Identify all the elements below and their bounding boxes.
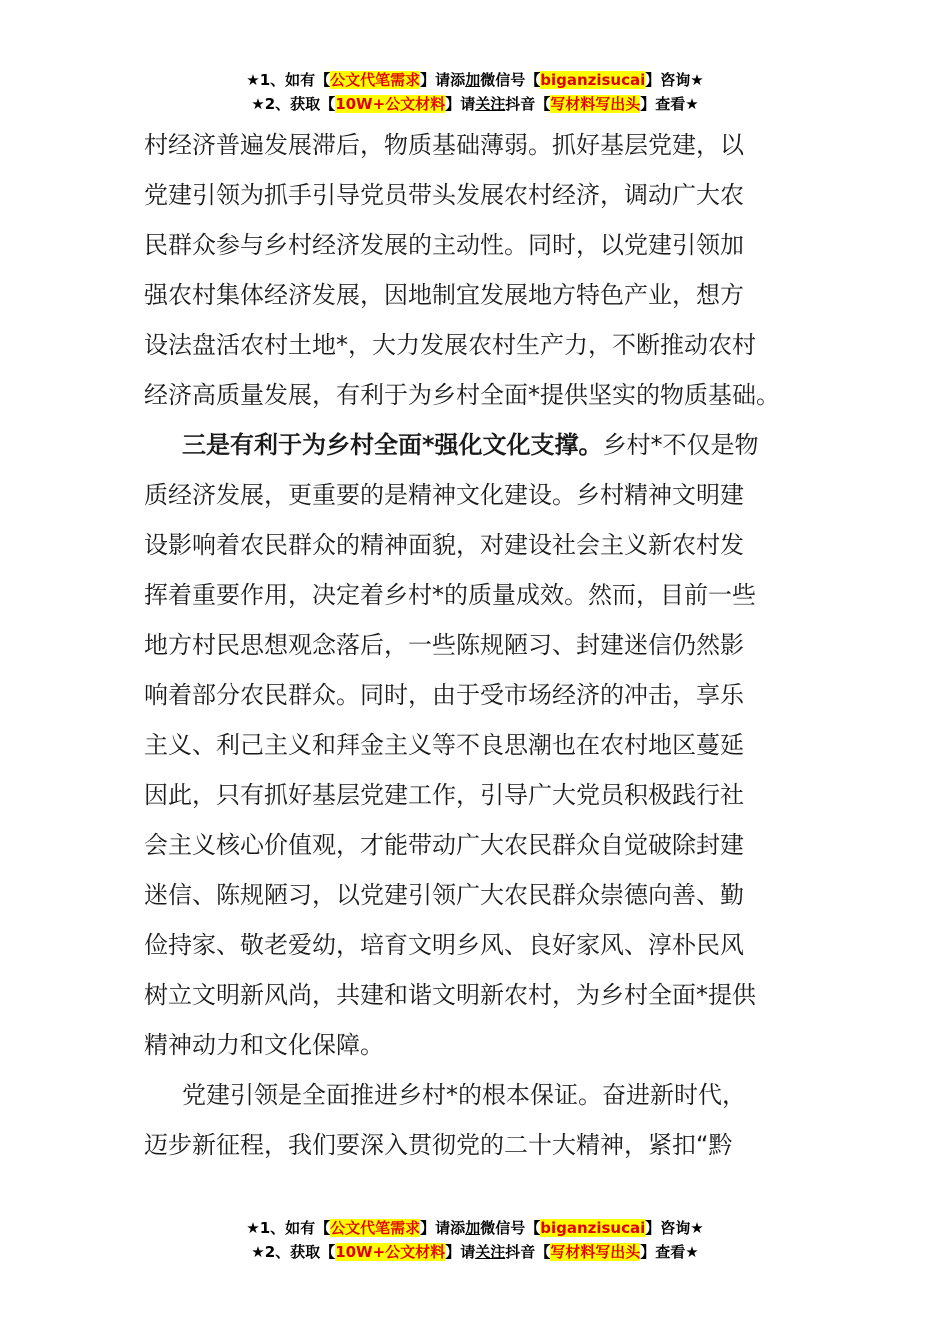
- paragraph-first-line: 党建引领是全面推进乡村*的根本保证。奋进新时代，: [182, 1081, 746, 1109]
- highlight-service-text: 公文代笔需求: [330, 71, 421, 89]
- body-line: 迷信、陈规陋习，以党建引领广大农民群众崇德向善、勤: [144, 881, 744, 909]
- body-line: 因此，只有抓好基层党建工作，引导广大党员积极践行社: [144, 781, 744, 809]
- banner-text: 】查看★: [640, 1243, 699, 1261]
- banner-text: 抖音【: [505, 1243, 551, 1261]
- douyin-account-text: 写材料写出头: [550, 1243, 641, 1261]
- footer-banner-line-1: [0, 1216, 950, 1240]
- header-banner-line-1: [0, 68, 950, 92]
- body-line: 挥着重要作用，决定着乡村*的质量成效。然而，目前一些: [144, 581, 756, 609]
- body-text: 乡村*不仅是物: [602, 431, 759, 459]
- douyin-account-text: 写材料写出头: [550, 95, 641, 113]
- body-line: 迈步新征程，我们要深入贯彻党的二十大精神，紧扣“黔: [144, 1131, 733, 1159]
- body-line: 党建引领为抓手引导党员带头发展农村经济，调动广大农: [144, 181, 744, 209]
- wechat-id-text: biganzisucai: [540, 1219, 646, 1237]
- body-line: 强农村集体经济发展，因地制宜发展地方特色产业，想方: [144, 281, 744, 309]
- body-line: 设影响着农民群众的精神面貌，对建设社会主义新农村发: [144, 531, 744, 559]
- body-line: 精神动力和文化保障。: [144, 1031, 384, 1059]
- banner-text: 微信号【: [480, 1219, 541, 1237]
- body-line: 经济高质量发展，有利于为乡村全面*提供坚实的物质基础。: [144, 381, 780, 409]
- banner-text: 】请: [445, 1243, 476, 1261]
- wechat-id-text: biganzisucai: [540, 71, 646, 89]
- banner-text: 】请添: [420, 1219, 466, 1237]
- banner-text: ★1、如有【: [246, 1219, 331, 1237]
- highlight-materials-text: 10W+公文材料: [335, 1243, 446, 1261]
- banner-text: ★2、获取【: [251, 95, 336, 113]
- banner-text: 】请: [445, 95, 476, 113]
- banner-text: 】请添: [420, 71, 466, 89]
- footer-banner-line-2: [0, 1240, 950, 1264]
- document-body: [144, 120, 808, 1170]
- body-line: 会主义核心价值观，才能带动广大农民群众自觉破除封建: [144, 831, 744, 859]
- paragraph-first-line: [144, 420, 808, 470]
- banner-text: ★2、获取【: [251, 1243, 336, 1261]
- footer-banner: [0, 1216, 950, 1264]
- underlined-text: 关注: [475, 95, 506, 113]
- underlined-text: 加: [465, 71, 481, 89]
- body-line: 俭持家、敬老爱幼，培育文明乡风、良好家风、淳朴民风: [144, 931, 744, 959]
- banner-text: 】查看★: [640, 95, 699, 113]
- body-line: 地方村民思想观念落后，一些陈规陋习、封建迷信仍然影: [144, 631, 744, 659]
- body-line: 村经济普遍发展滞后，物质基础薄弱。抓好基层党建，以: [144, 131, 744, 159]
- highlight-service-text: 公文代笔需求: [330, 1219, 421, 1237]
- banner-text: ★1、如有【: [246, 71, 331, 89]
- banner-text: 抖音【: [505, 95, 551, 113]
- header-banner: [0, 68, 950, 116]
- body-line: 设法盘活农村土地*，大力发展农村生产力，不断推动农村: [144, 331, 756, 359]
- paragraph-heading: 三是有利于为乡村全面*强化文化支撑。: [182, 431, 603, 459]
- body-line: 树立文明新风尚，共建和谐文明新农村，为乡村全面*提供: [144, 981, 756, 1009]
- body-line: 响着部分农民群众。同时，由于受市场经济的冲击，享乐: [144, 681, 744, 709]
- body-line: 质经济发展，更重要的是精神文化建设。乡村精神文明建: [144, 481, 744, 509]
- header-banner-line-2: [0, 92, 950, 116]
- banner-text: 】咨询★: [645, 71, 704, 89]
- highlight-materials-text: 10W+公文材料: [335, 95, 446, 113]
- underlined-text: 加: [465, 1219, 481, 1237]
- body-line: 民群众参与乡村经济发展的主动性。同时，以党建引领加: [144, 231, 744, 259]
- banner-text: 微信号【: [480, 71, 541, 89]
- banner-text: 】咨询★: [645, 1219, 704, 1237]
- body-line: 主义、利己主义和拜金主义等不良思潮也在农村地区蔓延: [144, 731, 744, 759]
- underlined-text: 关注: [475, 1243, 506, 1261]
